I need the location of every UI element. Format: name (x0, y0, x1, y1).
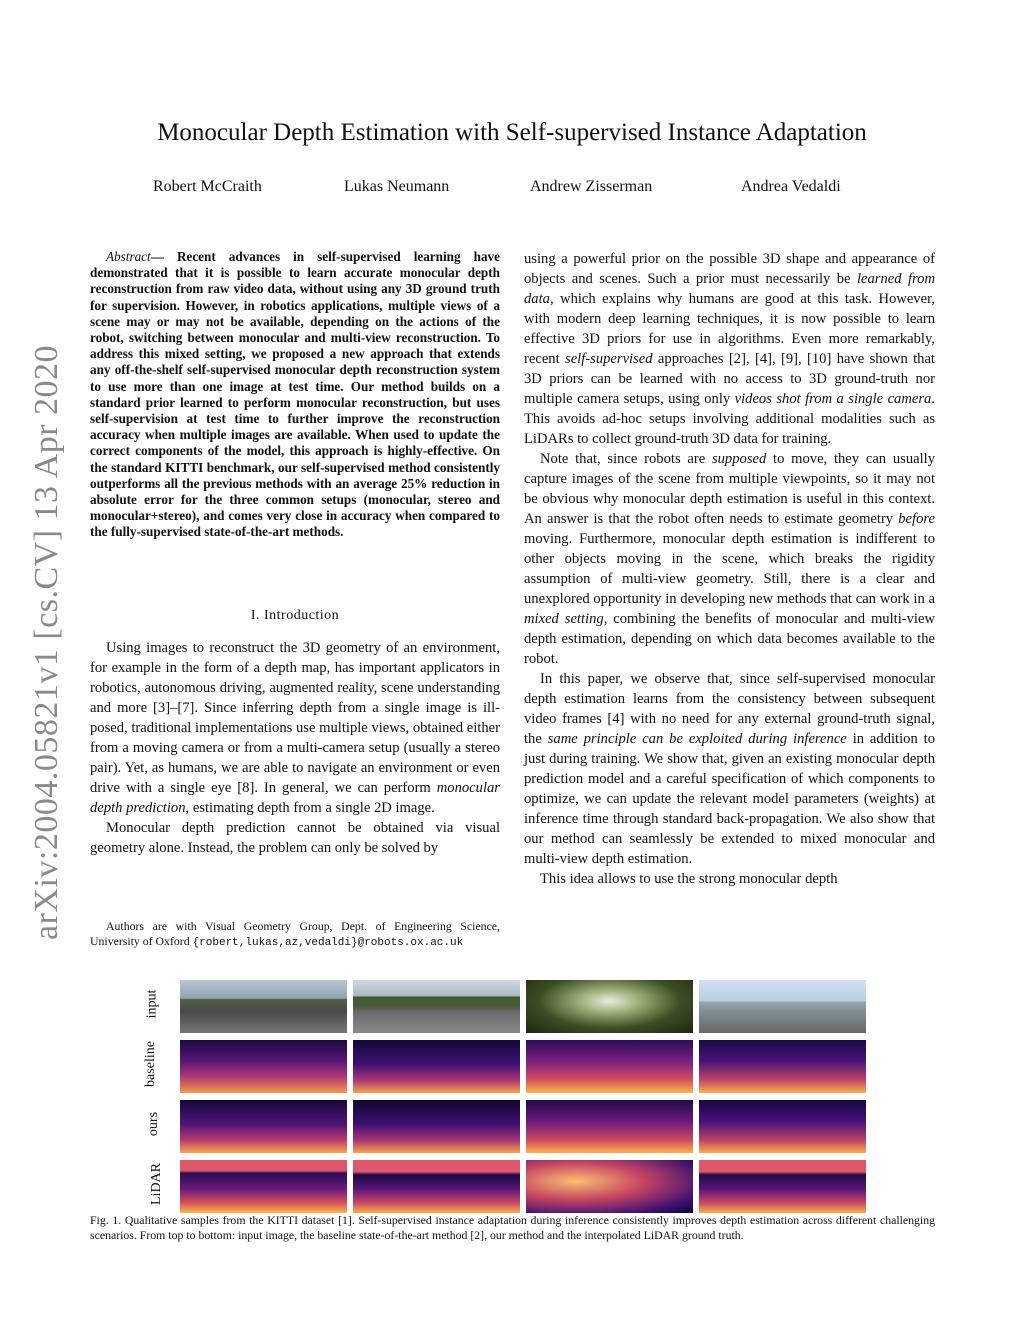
lidar-depth-map (699, 1160, 866, 1213)
lidar-depth-map (180, 1160, 347, 1213)
input-image (699, 980, 866, 1033)
ours-depth-map (180, 1100, 347, 1153)
abstract-dash: — (150, 249, 177, 264)
abstract (90, 249, 500, 541)
figure-1 (142, 978, 880, 1208)
row-label-lidar: LiDAR (149, 1163, 164, 1205)
row-label-input: input (144, 989, 160, 1019)
lidar-depth-map (526, 1160, 693, 1213)
author-name: Andrea Vedaldi (741, 178, 841, 195)
figure-caption: Fig. 1. Qualitative samples from the KITTI dataset [1]. Self-supervised instance adaptation during inference consistently improves depth estimation across different challenging scenarios. From top to bottom: input image, the baseline state-of-the-art method [2], our method and the interpolated LiDAR ground truth. (90, 1213, 935, 1242)
baseline-depth-map (353, 1040, 520, 1093)
baseline-depth-map (699, 1040, 866, 1093)
input-image (526, 980, 693, 1033)
intro-right-column (524, 249, 935, 889)
author-name: Andrew Zisserman (530, 178, 653, 195)
input-image (353, 980, 520, 1033)
row-label-ours: ours (146, 1111, 162, 1137)
footnote: Authors are with Visual Geometry Group, Dept. of Engineering Science, University of Oxford {robert,lukas,az,vedaldi}@robots.ox.ac.uk (90, 919, 500, 949)
author-name: Robert McCraith (153, 178, 262, 195)
ours-depth-map (526, 1100, 693, 1153)
ours-depth-map (699, 1100, 866, 1153)
abstract-lead: Abstract (106, 249, 151, 264)
intro-paragraph: Monocular depth prediction cannot be obtained via visual geometry alone. Instead, the problem can only be solved by (90, 820, 500, 856)
ours-depth-map (353, 1100, 520, 1153)
intro-paragraph: This idea allows to use the strong monocular depth (540, 871, 838, 887)
row-label-baseline: baseline (142, 1041, 158, 1087)
intro-paragraph: using a powerful prior on the possible 3D shape and appearance of objects and scenes. Such a prior must necessarily be learned from data, which explains why humans are good at this task. However, with modern deep learning techniques, it is now possible to learn effective 3D priors for use in algorithms. Even more remarkably, recent self-supervised approaches [2], [4], [9], [10] have shown that 3D priors can be learned with no access to 3D ground-truth nor multiple camera setups, using only videos shot from a single camera. This avoids ad-hoc setups involving additional modalities such as LiDARs to collect ground-truth 3D data for training. (524, 251, 935, 447)
section-heading: I. Introduction (250, 608, 340, 623)
author-emails: {robert,lukas,az,vedaldi}@robots.ox.ac.uk (192, 937, 464, 949)
arxiv-side-stamp: arXiv:2004.05821v1 [cs.CV] 13 Apr 2020 (28, 344, 65, 940)
intro-paragraph: In this paper, we observe that, since self-supervised monocular depth estimation learns from the consistency between subsequent video frames [4] with no need for any external ground-truth signal, the same principle can be exploited during inference in addition to just during training. We show that, given an existing monocular depth prediction model and a careful specification of which components to optimize, we can update the relevant model parameters (weights) at inference time through standard back-propagation. We also show that our method can seamlessly be extended to mixed monocular and multi-view depth estimation. (524, 671, 936, 867)
baseline-depth-map (526, 1040, 693, 1093)
intro-paragraph: Using images to reconstruct the 3D geometry of an environment, for example in the form of a depth map, has important applicators in robotics, autonomous driving, augmented reality, scene understanding and more [3]–[7]. Since inferring depth from a single image is ill-posed, traditional implementations use multiple views, obtained either from a moving camera or from a multi-camera setup (usually a stereo pair). Yet, as humans, we are able to navigate an environment or even drive with a single eye [8]. In general, we can perform monocular depth prediction, estimating depth from a single 2D image. (90, 640, 500, 816)
paper-title: Monocular Depth Estimation with Self-supervised Instance Adaptation (157, 119, 867, 146)
author-name: Lukas Neumann (344, 178, 450, 195)
abstract-text: Recent advances in self-supervised learning have demonstrated that it is possible to learn accurate monocular depth reconstruction from raw video data, without using any 3D ground truth for supervision. However, in robotics applications, multiple views of a scene may or may not be available, depending on the actions of the robot, switching between monocular and multi-view reconstruction. To address this mixed setting, we proposed a new approach that extends any off-the-shelf self-supervised monocular depth reconstruction system to use more than one image at test time. Our method builds on a standard prior learned to perform monocular reconstruction, but uses self-supervision at test time to further improve the reconstruction accuracy when multiple images are available. When used to update the correct components of the model, this approach is highly-effective. On the standard KITTI benchmark, our self-supervised method consistently outperforms all the previous methods with an average 25% reduction in absolute error for the three common setups (monocular, stereo and monocular+stereo), and comes very close in accuracy when compared to the fully-supervised state-of-the-art methods. (90, 249, 500, 540)
lidar-depth-map (353, 1160, 520, 1213)
input-image (180, 980, 347, 1033)
baseline-depth-map (180, 1040, 347, 1093)
intro-left-column (90, 638, 500, 858)
intro-paragraph: Note that, since robots are supposed to move, they can usually capture images of the scene from multiple viewpoints, so it may not be obvious why monocular depth estimation is useful in this context. An answer is that the robot often needs to estimate geometry before moving. Furthermore, monocular depth estimation is indifferent to other objects moving in the scene, which breaks the rigidity assumption of multi-view geometry. Still, there is a clear and unexplored opportunity in developing new methods that can work in a mixed setting, combining the benefits of monocular and multi-view depth estimation, depending on which data becomes available to the robot. (524, 451, 935, 667)
